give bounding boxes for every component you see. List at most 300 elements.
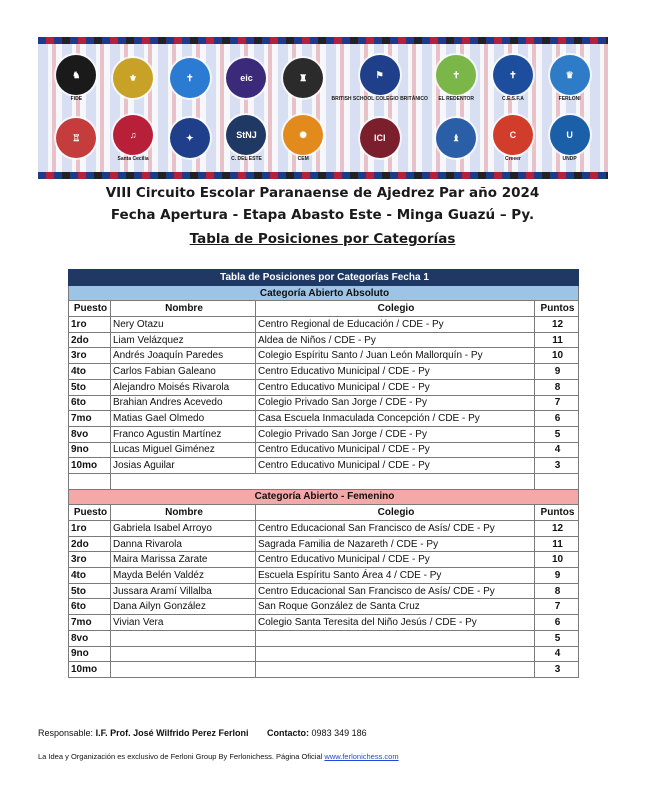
school-logo (105, 108, 162, 168)
border-piece (350, 37, 358, 44)
position-cell: 7mo (69, 615, 111, 631)
points-cell: 8 (535, 379, 579, 395)
school-cell: Centro Educativo Municipal / CDE - Py (256, 552, 535, 568)
border-piece (438, 37, 446, 44)
position-cell: 1ro (69, 317, 111, 333)
school-emblem-icon: ♖ (56, 118, 96, 158)
border-piece (214, 37, 222, 44)
school-header: Colegio (256, 505, 535, 521)
border-piece (326, 172, 334, 179)
chess-pieces-border-top (38, 37, 608, 44)
border-piece (38, 37, 46, 44)
border-piece (126, 37, 134, 44)
school-logo-caption: Creeer (505, 155, 521, 162)
border-piece (222, 37, 230, 44)
standings-row (69, 552, 579, 568)
standings-row (69, 411, 579, 427)
border-piece (510, 37, 518, 44)
school-logo-caption: FERLONI (558, 95, 581, 102)
player-name-cell: Dana Ailyn González (111, 599, 256, 615)
responsable-label: Responsable: (38, 728, 94, 738)
separator-cell (535, 473, 579, 489)
separator-cell (256, 473, 535, 489)
player-name-cell: Andrés Joaquín Paredes (111, 348, 256, 364)
school-logo-caption: UNDP (562, 155, 577, 162)
border-piece (254, 37, 262, 44)
school-cell: Centro Educativo Municipal / CDE - Py (256, 458, 535, 474)
player-name-cell: Matias Gael Olmedo (111, 411, 256, 427)
position-cell: 6to (69, 599, 111, 615)
border-piece (334, 172, 342, 179)
school-logo-caption: EL REDENTOR (438, 95, 475, 102)
border-piece (374, 37, 382, 44)
school-logo (275, 108, 332, 168)
border-piece (486, 37, 494, 44)
school-cell: Centro Educativo Municipal / CDE - Py (256, 379, 535, 395)
border-piece (574, 37, 582, 44)
border-piece (206, 37, 214, 44)
border-piece (382, 172, 390, 179)
border-piece (550, 37, 558, 44)
position-cell: 3ro (69, 552, 111, 568)
logo-grid (48, 48, 598, 168)
standings-row (69, 599, 579, 615)
points-cell: 9 (535, 364, 579, 380)
border-piece (550, 172, 558, 179)
points-cell: 5 (535, 426, 579, 442)
school-emblem-icon: ♛ (550, 55, 590, 95)
border-piece (470, 37, 478, 44)
points-cell: 11 (535, 536, 579, 552)
footer-responsable (38, 728, 367, 738)
border-piece (118, 37, 126, 44)
category-header-row (69, 285, 579, 301)
border-piece (430, 172, 438, 179)
position-cell: 8vo (69, 426, 111, 442)
border-piece (78, 37, 86, 44)
border-piece (198, 37, 206, 44)
border-piece (318, 37, 326, 44)
standings-row (69, 615, 579, 631)
points-cell: 10 (535, 348, 579, 364)
border-piece (358, 172, 366, 179)
border-piece (390, 172, 398, 179)
school-emblem-icon: ⚜ (113, 58, 153, 98)
school-cell: Centro Educativo Municipal / CDE - Py (256, 442, 535, 458)
border-piece (446, 37, 454, 44)
school-cell: Centro Regional de Educación / CDE - Py (256, 317, 535, 333)
border-piece (102, 37, 110, 44)
border-piece (518, 172, 526, 179)
table-title-row (69, 270, 579, 286)
position-cell: 9no (69, 646, 111, 662)
border-piece (422, 37, 430, 44)
points-cell: 7 (535, 395, 579, 411)
school-logo (541, 48, 598, 108)
school-emblem-icon: C (493, 115, 533, 155)
border-piece (62, 37, 70, 44)
border-piece (86, 37, 94, 44)
border-piece (294, 37, 302, 44)
school-logo-caption: BRITISH SCHOOL COLEGIO BRITÁNICO (331, 95, 428, 102)
points-cell: 12 (535, 521, 579, 537)
points-cell: 3 (535, 662, 579, 678)
school-logo-caption: C.E.S.F.A (501, 95, 524, 102)
school-emblem-icon: ✝ (170, 58, 210, 98)
school-cell (256, 646, 535, 662)
border-piece (166, 172, 174, 179)
position-cell: 3ro (69, 348, 111, 364)
border-piece (398, 172, 406, 179)
separator-cell (69, 473, 111, 489)
border-piece (214, 172, 222, 179)
player-name-cell: Carlos Fabian Galeano (111, 364, 256, 380)
border-piece (46, 37, 54, 44)
standings-row (69, 536, 579, 552)
school-cell (256, 662, 535, 678)
school-cell: Colegio Espíritu Santo / Juan León Mallorquín - Py (256, 348, 535, 364)
border-piece (366, 172, 374, 179)
category-title: Categoría Abierto - Femenino (69, 489, 579, 505)
player-name-cell: Gabriela Isabel Arroyo (111, 521, 256, 537)
standings-row (69, 426, 579, 442)
border-piece (166, 37, 174, 44)
school-logo (48, 48, 105, 108)
standings-row (69, 395, 579, 411)
chess-pieces-border-bottom (38, 172, 608, 179)
school-emblem-icon: ⚑ (360, 55, 400, 95)
border-piece (422, 172, 430, 179)
border-piece (262, 172, 270, 179)
school-emblem-icon: U (550, 115, 590, 155)
border-piece (86, 172, 94, 179)
points-header: Puntos (535, 301, 579, 317)
player-name-cell: Maira Marissa Zarate (111, 552, 256, 568)
border-piece (230, 37, 238, 44)
border-piece (606, 172, 608, 179)
border-piece (238, 37, 246, 44)
border-piece (102, 172, 110, 179)
school-emblem-icon: ✝ (493, 55, 533, 95)
school-emblem-icon: ♝ (436, 118, 476, 158)
name-header: Nombre (111, 301, 256, 317)
border-piece (110, 37, 118, 44)
category-title: Categoría Abierto Absoluto (69, 285, 579, 301)
border-piece (270, 37, 278, 44)
border-piece (142, 37, 150, 44)
school-header: Colegio (256, 301, 535, 317)
position-cell: 10mo (69, 662, 111, 678)
position-header: Puesto (69, 505, 111, 521)
standings-table (68, 269, 579, 678)
border-piece (54, 37, 62, 44)
player-name-cell (111, 662, 256, 678)
border-piece (582, 172, 590, 179)
school-cell: Centro Educacional San Francisco de Asís/ CDE - Py (256, 521, 535, 537)
border-piece (182, 172, 190, 179)
school-logo (485, 108, 542, 168)
position-cell: 4to (69, 568, 111, 584)
standings-row (69, 332, 579, 348)
points-header: Puntos (535, 505, 579, 521)
standings-row (69, 458, 579, 474)
border-piece (326, 37, 334, 44)
position-cell: 2do (69, 536, 111, 552)
player-name-cell: Brahian Andres Acevedo (111, 395, 256, 411)
points-cell: 4 (535, 442, 579, 458)
border-piece (222, 172, 230, 179)
player-name-cell: Nery Otazu (111, 317, 256, 333)
border-piece (94, 172, 102, 179)
border-piece (542, 37, 550, 44)
school-cell (256, 630, 535, 646)
position-cell: 6to (69, 395, 111, 411)
position-cell: 1ro (69, 521, 111, 537)
school-cell: Centro Educativo Municipal / CDE - Py (256, 364, 535, 380)
school-cell: Escuela Espíritu Santo Área 4 / CDE - Py (256, 568, 535, 584)
position-cell: 7mo (69, 411, 111, 427)
border-piece (462, 37, 470, 44)
standings-heading: Tabla de Posiciones por Categorías (189, 231, 456, 247)
border-piece (534, 172, 542, 179)
position-cell: 5to (69, 379, 111, 395)
school-cell: Centro Educacional San Francisco de Asís/ CDE - Py (256, 583, 535, 599)
border-piece (526, 172, 534, 179)
points-cell: 6 (535, 615, 579, 631)
border-piece (150, 37, 158, 44)
border-piece (478, 37, 486, 44)
points-cell: 11 (535, 332, 579, 348)
border-piece (262, 37, 270, 44)
border-piece (302, 172, 310, 179)
position-cell: 8vo (69, 630, 111, 646)
border-piece (518, 37, 526, 44)
school-logo (48, 108, 105, 168)
border-piece (486, 172, 494, 179)
sponsor-logo-banner (38, 37, 608, 179)
separator-cell (111, 473, 256, 489)
border-piece (190, 172, 198, 179)
school-logo (218, 48, 275, 108)
border-piece (406, 172, 414, 179)
school-logo-caption: FIDE (70, 95, 83, 102)
points-cell: 5 (535, 630, 579, 646)
points-cell: 6 (535, 411, 579, 427)
school-logo (332, 48, 428, 108)
border-piece (574, 172, 582, 179)
border-piece (238, 172, 246, 179)
border-piece (502, 37, 510, 44)
border-piece (302, 37, 310, 44)
column-header-row (69, 505, 579, 521)
border-piece (158, 172, 166, 179)
border-piece (582, 37, 590, 44)
position-cell: 2do (69, 332, 111, 348)
school-cell: Colegio Santa Teresita del Niño Jesús / CDE - Py (256, 615, 535, 631)
school-logo (218, 108, 275, 168)
border-piece (46, 172, 54, 179)
border-piece (406, 37, 414, 44)
position-cell: 9no (69, 442, 111, 458)
border-piece (246, 172, 254, 179)
player-name-cell: Franco Agustin Martínez (111, 426, 256, 442)
school-emblem-icon: ✝ (436, 55, 476, 95)
standings-row (69, 364, 579, 380)
border-piece (134, 37, 142, 44)
school-logo (428, 48, 485, 108)
category-header-row (69, 489, 579, 505)
points-cell: 7 (535, 599, 579, 615)
player-name-cell: Alejandro Moisés Rivarola (111, 379, 256, 395)
points-cell: 10 (535, 552, 579, 568)
school-logo (485, 48, 542, 108)
document-titles (0, 180, 645, 250)
border-piece (446, 172, 454, 179)
school-cell: Sagrada Familia de Nazareth / CDE - Py (256, 536, 535, 552)
border-piece (526, 37, 534, 44)
player-name-cell: Jussara Aramí Villalba (111, 583, 256, 599)
table-title: Tabla de Posiciones por Categorías Fecha 1 (69, 270, 579, 286)
school-logo-caption: CEM (297, 155, 309, 162)
border-piece (470, 172, 478, 179)
border-piece (382, 37, 390, 44)
contact-label: Contacto: (267, 728, 310, 738)
border-piece (318, 172, 326, 179)
border-piece (478, 172, 486, 179)
school-cell: Aldea de Niños / CDE - Py (256, 332, 535, 348)
border-piece (142, 172, 150, 179)
border-piece (502, 172, 510, 179)
border-piece (558, 172, 566, 179)
border-piece (590, 37, 598, 44)
school-logo (275, 48, 332, 108)
border-piece (150, 172, 158, 179)
border-piece (566, 172, 574, 179)
border-piece (462, 172, 470, 179)
border-piece (246, 37, 254, 44)
border-piece (38, 172, 46, 179)
border-piece (230, 172, 238, 179)
footer-organization (38, 752, 399, 761)
school-emblem-icon: StNJ (226, 115, 266, 155)
border-piece (294, 172, 302, 179)
border-piece (542, 172, 550, 179)
standings-row (69, 568, 579, 584)
standings-row (69, 379, 579, 395)
school-logo (161, 108, 218, 168)
position-header: Puesto (69, 301, 111, 317)
player-name-cell: Josias Aguilar (111, 458, 256, 474)
border-piece (414, 37, 422, 44)
border-piece (566, 37, 574, 44)
school-emblem-icon: ✦ (170, 118, 210, 158)
standings-row (69, 630, 579, 646)
border-piece (598, 172, 606, 179)
points-cell: 12 (535, 317, 579, 333)
border-piece (158, 37, 166, 44)
border-piece (342, 172, 350, 179)
category-separator (69, 473, 579, 489)
border-piece (110, 172, 118, 179)
border-piece (414, 172, 422, 179)
border-piece (310, 37, 318, 44)
school-emblem-icon: ♜ (283, 58, 323, 98)
school-cell: Colegio Privado San Jorge / CDE - Py (256, 426, 535, 442)
school-cell: Colegio Privado San Jorge / CDE - Py (256, 395, 535, 411)
border-piece (54, 172, 62, 179)
border-piece (62, 172, 70, 179)
border-piece (270, 172, 278, 179)
school-cell: Casa Escuela Inmaculada Concepción / CDE - Py (256, 411, 535, 427)
standings-row (69, 348, 579, 364)
border-piece (126, 172, 134, 179)
border-piece (310, 172, 318, 179)
border-piece (590, 172, 598, 179)
event-subtitle: Fecha Apertura - Etapa Abasto Este - Minga Guazú – Py. (110, 207, 535, 223)
border-piece (454, 37, 462, 44)
border-piece (358, 37, 366, 44)
position-cell: 5to (69, 583, 111, 599)
border-piece (278, 172, 286, 179)
standings-row (69, 646, 579, 662)
school-emblem-icon: ✺ (283, 115, 323, 155)
school-logo-caption: Santa Cecilia (117, 155, 149, 162)
school-emblem-icon: ♫ (113, 115, 153, 155)
border-piece (438, 172, 446, 179)
border-piece (558, 37, 566, 44)
border-piece (334, 37, 342, 44)
border-piece (278, 37, 286, 44)
school-logo (332, 108, 428, 168)
points-cell: 3 (535, 458, 579, 474)
border-piece (174, 172, 182, 179)
school-logo-caption: C. DEL ESTE (231, 155, 262, 162)
points-cell: 8 (535, 583, 579, 599)
points-cell: 4 (535, 646, 579, 662)
contact-phone: 0983 349 186 (311, 728, 367, 738)
school-emblem-icon: ♞ (56, 55, 96, 95)
border-piece (118, 172, 126, 179)
official-site-link[interactable]: www.ferlonichess.com (324, 752, 399, 761)
player-name-cell (111, 646, 256, 662)
border-piece (510, 172, 518, 179)
standings-row (69, 442, 579, 458)
border-piece (454, 172, 462, 179)
player-name-cell: Danna Rivarola (111, 536, 256, 552)
player-name-cell (111, 630, 256, 646)
border-piece (78, 172, 86, 179)
name-header: Nombre (111, 505, 256, 521)
standings-row (69, 317, 579, 333)
border-piece (182, 37, 190, 44)
player-name-cell: Vivian Vera (111, 615, 256, 631)
border-piece (534, 37, 542, 44)
school-logo (541, 108, 598, 168)
organization-text: La Idea y Organización es exclusivo de Ferloni Group By Ferlonichess. Página Oficial (38, 752, 323, 761)
column-header-row (69, 301, 579, 317)
school-logo (161, 48, 218, 108)
points-cell: 9 (535, 568, 579, 584)
school-emblem-icon: eic (226, 58, 266, 98)
border-piece (350, 172, 358, 179)
standings-row (69, 662, 579, 678)
border-piece (398, 37, 406, 44)
school-emblem-icon: ICI (360, 118, 400, 158)
border-piece (134, 172, 142, 179)
position-cell: 4to (69, 364, 111, 380)
player-name-cell: Mayda Belén Valdéz (111, 568, 256, 584)
border-piece (494, 172, 502, 179)
